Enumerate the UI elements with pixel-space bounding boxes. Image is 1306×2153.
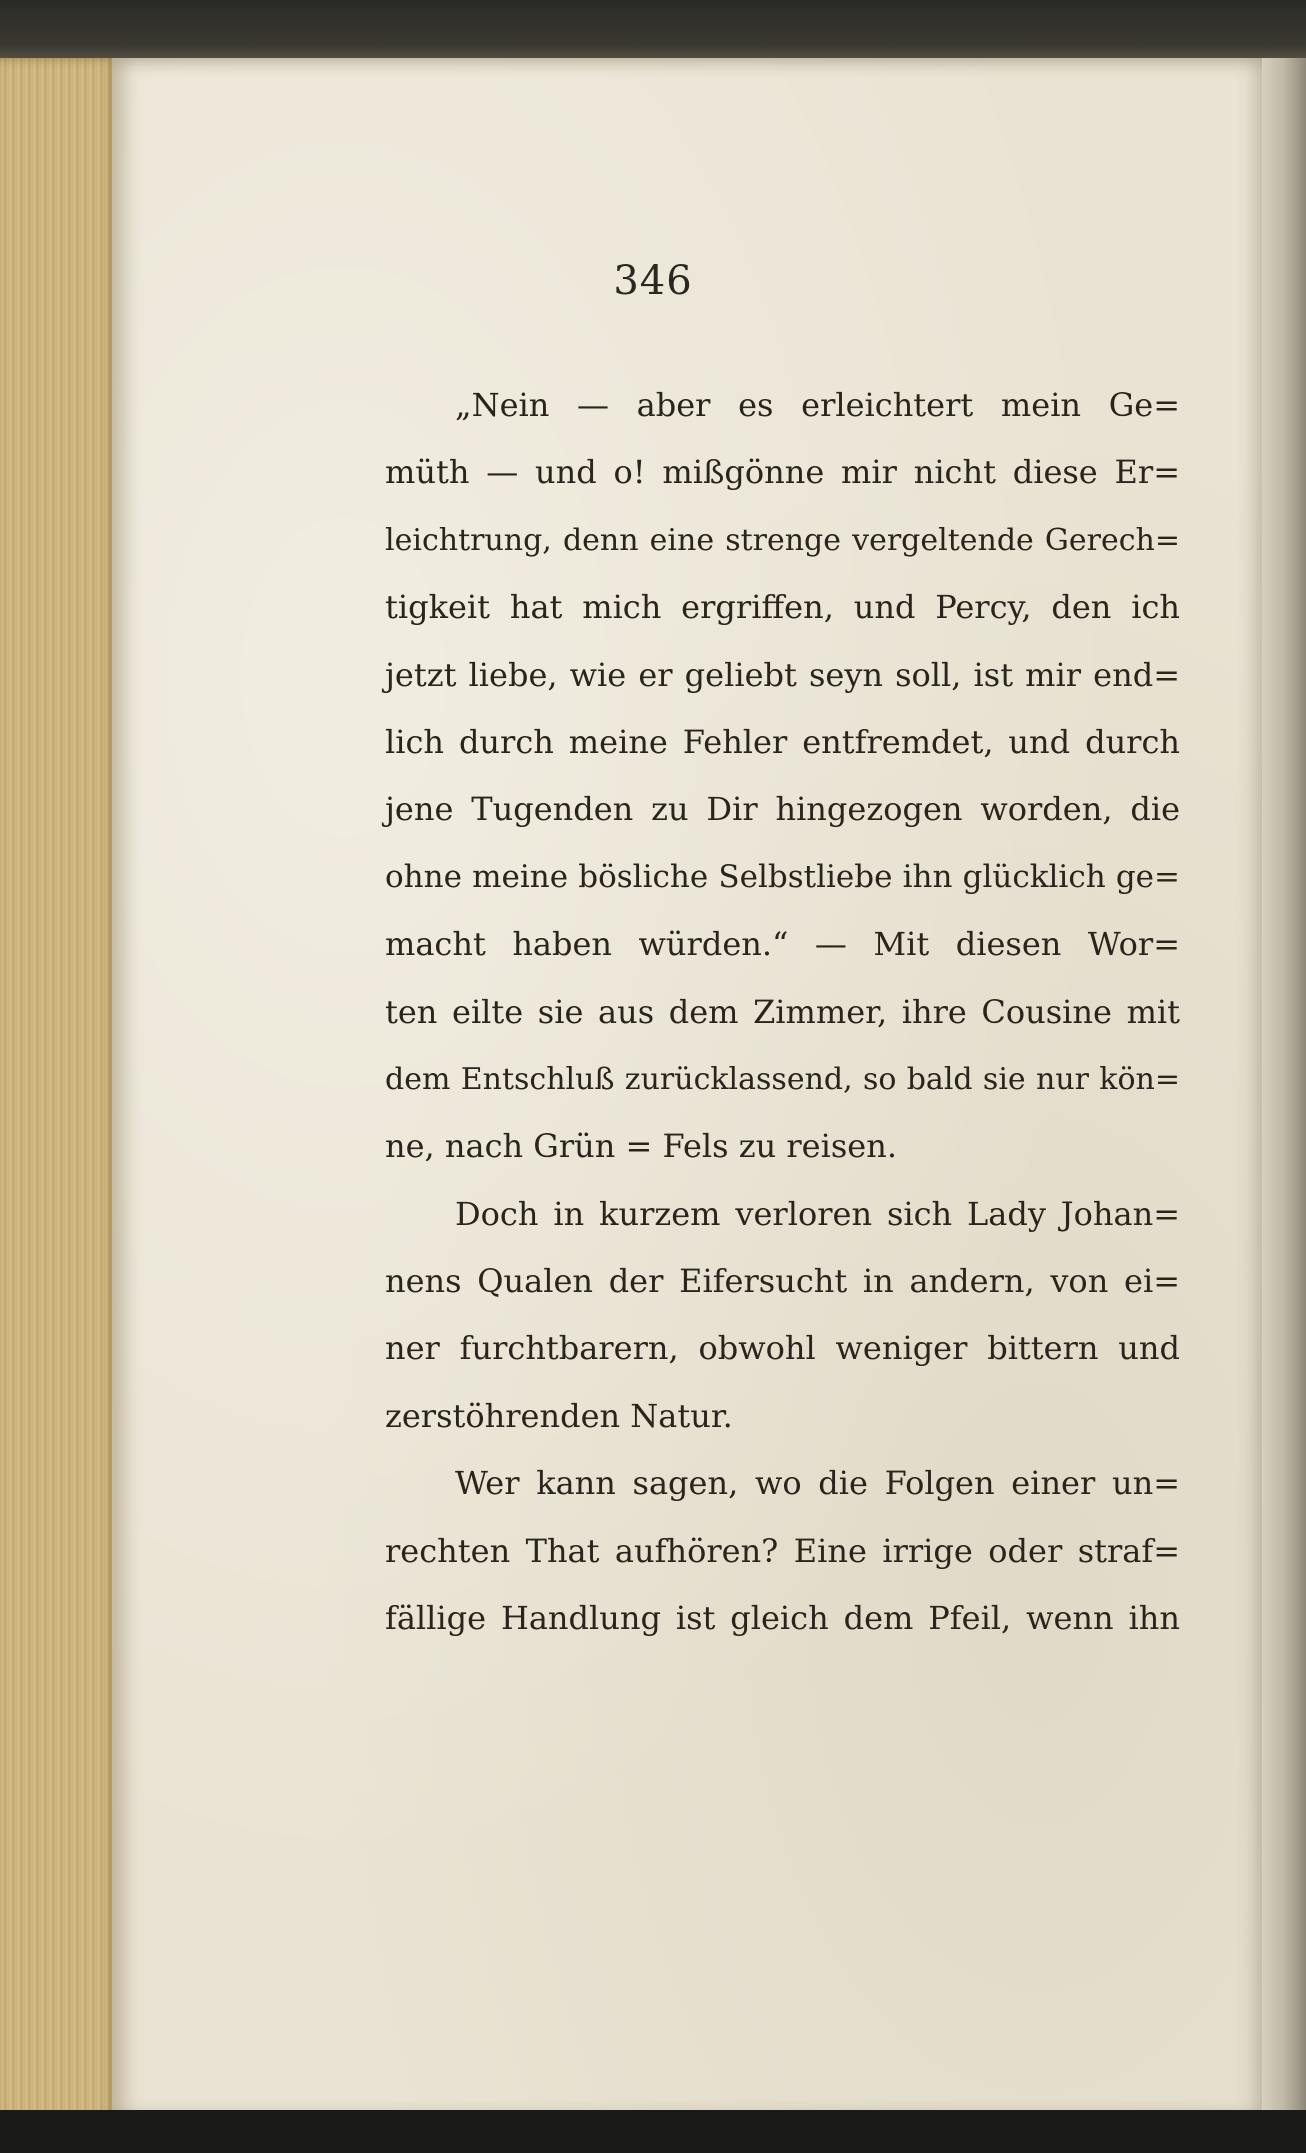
text-line: jene Tugenden zu Dir hingezogen worden, die xyxy=(385,790,1180,829)
text-line: ten eilte sie aus dem Zimmer, ihre Cousine mit xyxy=(385,992,1180,1031)
page-number: 346 xyxy=(613,258,693,304)
scan-bottom-shadow xyxy=(0,2110,1306,2153)
text-line: jetzt liebe, wie er geliebt seyn soll, ist mir end= xyxy=(385,655,1180,694)
text-line: zerstöhrenden Natur. xyxy=(385,1396,733,1435)
page-body-text xyxy=(385,372,1180,1652)
book-right-edge xyxy=(1262,58,1306,2120)
text-line: nens Qualen der Eifersucht in andern, von ei= xyxy=(385,1262,1180,1301)
text-line: „Nein — aber es erleichtert mein Ge= xyxy=(455,386,1180,424)
text-line: ner furchtbarern, obwohl weniger bittern und xyxy=(385,1329,1180,1368)
text-line: fällige Handlung ist gleich dem Pfeil, wenn ihn xyxy=(385,1599,1180,1638)
text-line: Doch in kurzem verloren sich Lady Johan= xyxy=(455,1194,1180,1233)
book-page-edges xyxy=(0,58,118,2118)
text-line: macht haben würden.“ — Mit diesen Wor= xyxy=(385,925,1180,964)
text-line: Wer kann sagen, wo die Folgen einer un= xyxy=(455,1464,1180,1503)
text-line: leichtrung, denn eine strenge vergeltende Gerech= xyxy=(385,522,1180,558)
scan-top-shadow xyxy=(0,0,1306,64)
text-line: lich durch meine Fehler entfremdet, und durch xyxy=(385,722,1180,761)
text-line: müth — und o! mißgönne mir nicht diese Er= xyxy=(385,453,1180,492)
text-line: rechten That aufhören? Eine irrige oder straf= xyxy=(385,1531,1180,1570)
text-line: ne, nach Grün = Fels zu reisen. xyxy=(385,1127,897,1166)
text-line: ohne meine bösliche Selbstliebe ihn glücklich ge= xyxy=(385,858,1180,895)
text-line: dem Entschluß zurücklassend, so bald sie nur kön= xyxy=(385,1061,1180,1097)
text-line: tigkeit hat mich ergriffen, und Percy, den ich xyxy=(385,588,1180,627)
